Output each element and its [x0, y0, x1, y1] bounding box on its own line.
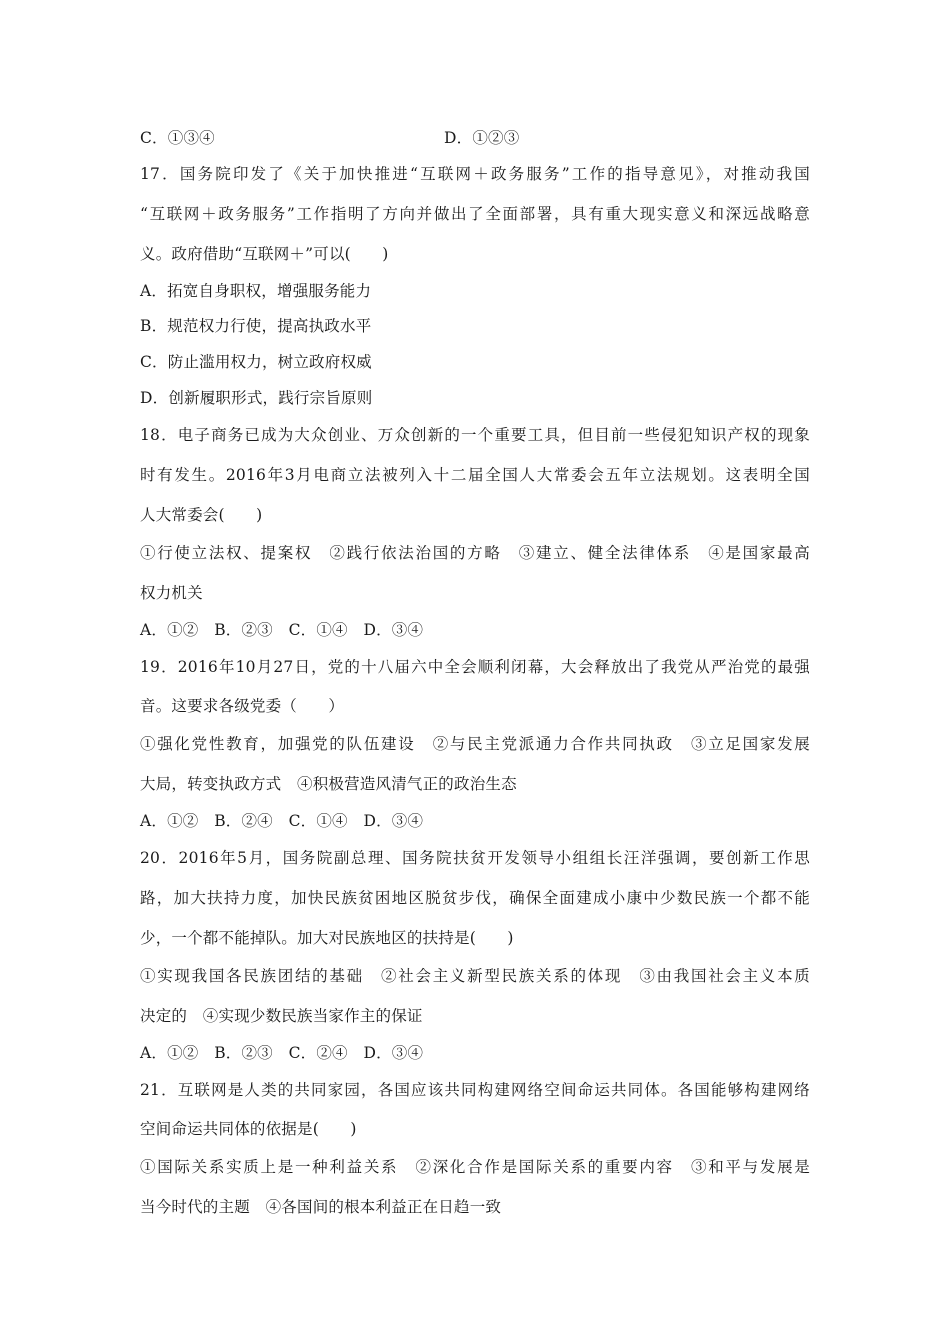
question-18-line-3: 人大常委会( ) — [140, 506, 263, 524]
question-21-statements-line-1: ①国际关系实质上是一种利益关系 ②深化合作是国际关系的重要内容 ③和平与发展是 — [140, 1158, 810, 1176]
option-c-q17: C．防止滥用权力，树立政府权威 — [140, 353, 372, 371]
question-21-line-1: 21．互联网是人类的共同家园，各国应该共同构建网络空间命运共同体。各国能够构建网络 — [140, 1081, 810, 1099]
question-20-line-2: 路，加大扶持力度，加快民族贫困地区脱贫步伐，确保全面建成小康中少数民族一个都不能 — [140, 889, 810, 907]
question-18-options: A．①② B．②③ C．①④ D．③④ — [140, 621, 424, 639]
option-d-q16: D．①②③ — [444, 129, 520, 147]
question-18-line-2: 时有发生。2016年3月电商立法被列入十二届全国人大常委会五年立法规划。这表明全国 — [140, 466, 810, 484]
question-18-statements-line-1: ①行使立法权、提案权 ②践行依法治国的方略 ③建立、健全法律体系 ④是国家最高 — [140, 544, 810, 562]
question-20-options: A．①② B．②③ C．②④ D．③④ — [140, 1044, 424, 1062]
question-18-line-1: 18．电子商务已成为大众创业、万众创新的一个重要工具，但目前一些侵犯知识产权的现象 — [140, 426, 810, 444]
question-17-line-1: 17．国务院印发了《关于加快推进“互联网＋政务服务”工作的指导意见》，对推动我国 — [140, 165, 810, 183]
question-18-statements-line-2: 权力机关 — [140, 584, 203, 602]
question-19-line-2: 音。这要求各级党委（ ） — [140, 697, 345, 715]
question-20-line-3: 少，一个都不能掉队。加大对民族地区的扶持是( ) — [140, 929, 514, 947]
option-a-q17: A．拓宽自身职权，增强服务能力 — [140, 282, 372, 300]
option-c-q16: C．①③④ — [140, 129, 215, 147]
option-b-q17: B．规范权力行使，提高执政水平 — [140, 317, 372, 335]
question-17-line-3: 义。政府借助“互联网＋”可以( ) — [140, 245, 389, 263]
question-19-statements-line-1: ①强化党性教育，加强党的队伍建设 ②与民主党派通力合作共同执政 ③立足国家发展 — [140, 735, 810, 753]
question-17-line-2: “互联网＋政务服务”工作指明了方向并做出了全面部署，具有重大现实意义和深远战略意 — [140, 205, 810, 223]
question-19-line-1: 19．2016年10月27日，党的十八届六中全会顺利闭幕，大会释放出了我党从严治党的最强 — [140, 658, 810, 676]
question-19-options: A．①② B．②④ C．①④ D．③④ — [140, 812, 424, 830]
question-19-statements-line-2: 大局，转变执政方式 ④积极营造风清气正的政治生态 — [140, 775, 517, 793]
question-20-statements-line-2: 决定的 ④实现少数民族当家作主的保证 — [140, 1007, 423, 1025]
question-20-line-1: 20．2016年5月，国务院副总理、国务院扶贫开发领导小组组长汪洋强调，要创新工作思 — [140, 849, 810, 867]
option-d-q17: D．创新履职形式，践行宗旨原则 — [140, 389, 373, 407]
question-21-statements-line-2: 当今时代的主题 ④各国间的根本利益正在日趋一致 — [140, 1198, 502, 1216]
question-21-line-2: 空间命运共同体的依据是( ) — [140, 1120, 357, 1138]
question-20-statements-line-1: ①实现我国各民族团结的基础 ②社会主义新型民族关系的体现 ③由我国社会主义本质 — [140, 967, 810, 985]
